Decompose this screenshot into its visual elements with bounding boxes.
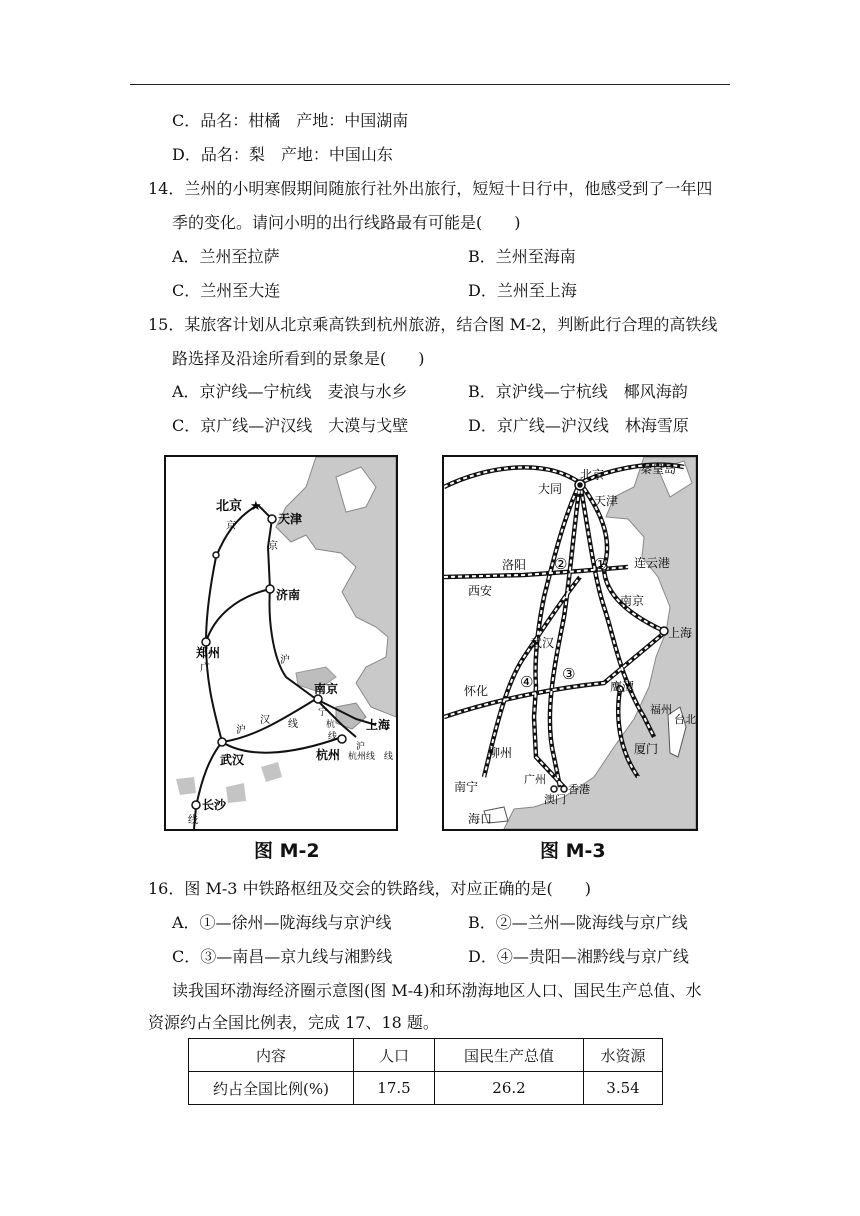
question-15-option-b: B．京沪线—宁杭线 椰风海韵 (468, 382, 688, 401)
map3-label-nanjing: 南京 (620, 594, 645, 608)
map3-label-liuzhou: 柳州 (488, 746, 513, 760)
table-header-cell: 水资源 (584, 1039, 663, 1072)
map3-label-huaihua: 怀化 (464, 684, 489, 698)
map-m2 (164, 455, 398, 831)
question-16-stem: 16．图 M-3 中铁路枢纽及交会的铁路线，对应正确的是( ) (148, 879, 591, 898)
map2-label-guang: 广 (200, 663, 210, 674)
map3-label-wuhan: 武汉 (530, 636, 555, 650)
map3-marker-1: ① (594, 555, 608, 573)
question-15-option-a: A．京沪线—宁杭线 麦浪与水乡 (172, 382, 408, 401)
table-cell: 约占全国比例(%) (189, 1072, 354, 1105)
map2-label-changsha: 长沙 (202, 798, 227, 812)
map3-label-beijing: 北京 (580, 468, 605, 482)
map2-label-hu1: 沪 (280, 655, 290, 666)
table-header-row (189, 1039, 663, 1072)
map2-label-xian4: 线 (384, 752, 394, 762)
map3-label-lianyungang: 连云港 (634, 556, 671, 570)
table-header-cell: 人口 (354, 1039, 435, 1072)
option-d-13: D．品名：梨 产地：中国山东 (172, 145, 393, 164)
map2-label-jinan: 济南 (276, 588, 301, 602)
question-14-stem-cont: 季的变化。请问小明的出行线路最有可能是( ) (172, 213, 521, 232)
question-15-stem: 15．某旅客计划从北京乘高铁到杭州旅游，结合图 M-2，判断此行合理的高铁线 (148, 315, 718, 334)
map3-label-fuzhou: 福州 (650, 703, 672, 716)
question-15-stem-cont: 路选择及沿途所看到的景象是( ) (172, 349, 425, 368)
map2-label-xian3: 线 (328, 732, 338, 742)
question-16-option-b: B．②—兰州—陇海线与京广线 (468, 913, 688, 932)
question-15-option-c: C．京广线—沪汉线 大漠与戈壁 (172, 416, 409, 435)
question-16-option-c: C．③—南昌—京九线与湘黔线 (172, 947, 393, 966)
map3-label-luoyang: 洛阳 (502, 558, 527, 572)
map2-label-hanghu: 杭州线 (348, 752, 376, 762)
map3-label-shanghai: 上海 (668, 626, 693, 640)
caption-m2: 图 M-2 (254, 840, 320, 862)
map2-label-ning: 宁 (318, 708, 328, 718)
question-16-option-d: D．④—贵阳—湘黔线与京广线 (468, 947, 689, 966)
map2-capital-star: ★ (250, 499, 262, 514)
map-m3 (442, 455, 698, 831)
map3-marker-4: ④ (520, 673, 534, 691)
question-14-option-d: D．兰州至上海 (468, 281, 577, 300)
question-14-option-a: A．兰州至拉萨 (172, 247, 280, 266)
map3-marker-3: ③ (562, 665, 576, 683)
caption-m3: 图 M-3 (540, 840, 606, 862)
table-header-cell: 内容 (189, 1039, 354, 1072)
map2-label-zhengzhou: 郑州 (196, 646, 221, 660)
option-c-13: C．品名：柑橘 产地：中国湖南 (172, 111, 409, 130)
map2-label-jing2: 京 (268, 541, 278, 552)
table-cell: 17.5 (354, 1072, 435, 1105)
map2-label-tianjin: 天津 (278, 512, 303, 526)
map2-label-xian1: 线 (188, 815, 198, 826)
map3-label-guangzhou: 广州 (524, 773, 546, 786)
map2-label-jing1: 京 (226, 521, 236, 532)
map3-label-taibei: 台北 (674, 713, 696, 726)
question-14-option-b: B．兰州至海南 (468, 247, 576, 266)
map2-label-wuhan: 武汉 (220, 753, 245, 767)
question-14-stem: 14．兰州的小明寒假期间随旅行社外出旅行，短短十日行中，他感受到了一年四 (148, 179, 713, 198)
reading-intro: 读我国环渤海经济圈示意图(图 M-4)和环渤海地区人口、国民生产总值、水 (172, 981, 702, 1000)
map3-label-xian: 西安 (468, 584, 493, 598)
map3-label-aomen: 澳门 (544, 793, 566, 806)
map3-label-xianggang: 香港 (568, 783, 590, 796)
map3-label-haikou: 海口 (468, 812, 493, 826)
map3-label-yingtan: 鹰潭 (610, 680, 635, 694)
map2-label-nanjing: 南京 (314, 682, 339, 696)
map3-label-nanning: 南宁 (454, 780, 479, 794)
bohai-data-table (188, 1038, 663, 1105)
question-16-option-a: A．①—徐州—陇海线与京沪线 (172, 913, 392, 932)
map2-label-hang: 杭 (326, 720, 336, 730)
map2-label-beijing: 北京 (216, 499, 243, 514)
map3-label-datong: 大同 (538, 482, 563, 496)
question-15-option-d: D．京广线—沪汉线 林海雪原 (468, 416, 689, 435)
map2-label-hu2: 沪 (236, 725, 246, 736)
map3-label-xiamen: 厦门 (634, 742, 659, 756)
map2-label-xian2: 线 (288, 719, 298, 730)
map3-marker-2: ② (554, 555, 568, 573)
map3-label-tianjin: 天津 (594, 494, 619, 508)
header-rule (130, 84, 730, 85)
table-row (189, 1072, 663, 1105)
map3-label-qinhuangdao: 秦皇岛 (640, 462, 677, 476)
map2-label-hangzhou: 杭州 (316, 748, 341, 762)
map2-label-hu3: 沪 (356, 742, 366, 752)
table-cell: 26.2 (435, 1072, 584, 1105)
map2-label-han: 汉 (260, 715, 270, 726)
map2-label-shanghai: 上海 (366, 718, 391, 732)
table-header-cell: 国民生产总值 (435, 1039, 584, 1072)
question-14-option-c: C．兰州至大连 (172, 281, 281, 300)
table-cell: 3.54 (584, 1072, 663, 1105)
reading-intro-cont: 资源约占全国比例表，完成 17、18 题。 (148, 1013, 439, 1032)
